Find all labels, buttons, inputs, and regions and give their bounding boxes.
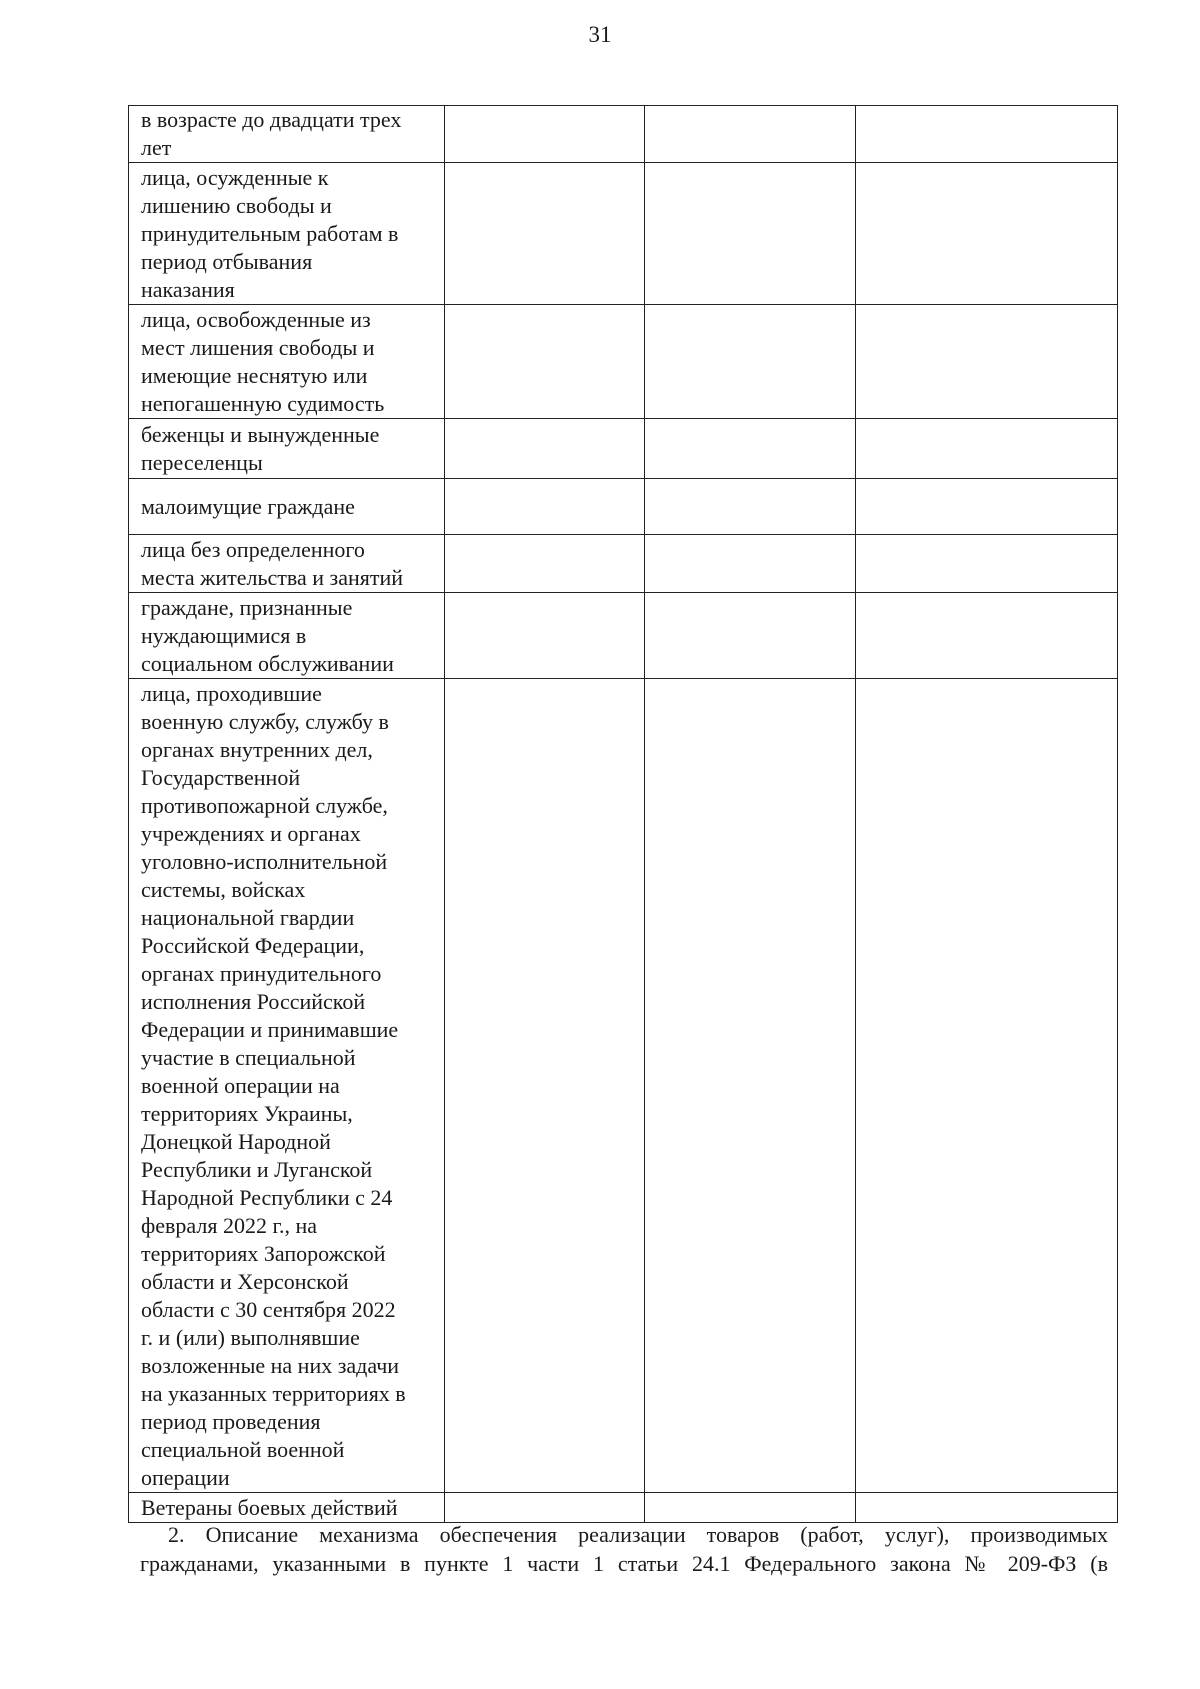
category-label: лица, осужденные к лишению свободы и принудительным работам в период отбывания наказания xyxy=(141,164,399,302)
value-cell xyxy=(445,479,645,535)
value-cell xyxy=(445,106,645,163)
table-row xyxy=(129,679,1118,1493)
category-cell xyxy=(129,479,445,535)
value-cell xyxy=(445,305,645,419)
category-cell xyxy=(129,163,445,305)
category-label: в возрасте до двадцати трех лет xyxy=(141,107,402,160)
category-label: малоимущие граждане xyxy=(141,493,355,519)
value-cell xyxy=(856,1493,1118,1523)
table-row xyxy=(129,305,1118,419)
table-row xyxy=(129,163,1118,305)
category-cell xyxy=(129,1493,445,1523)
category-cell xyxy=(129,679,445,1493)
category-label: беженцы и вынужденные переселенцы xyxy=(141,421,380,475)
category-cell xyxy=(129,535,445,593)
value-cell xyxy=(856,679,1118,1493)
value-cell xyxy=(645,593,856,679)
category-cell xyxy=(129,305,445,419)
paragraph-line: 2. Описание механизма обеспечения реализации товаров (работ, услуг), производимых xyxy=(168,1522,1108,1547)
category-label: Ветераны боевых действий xyxy=(141,1494,398,1520)
value-cell xyxy=(645,535,856,593)
body-paragraph xyxy=(140,1520,1108,1578)
category-label: граждане, признанные нуждающимися в социальном обслуживании xyxy=(141,594,394,676)
value-cell xyxy=(645,106,856,163)
value-cell xyxy=(856,535,1118,593)
value-cell xyxy=(445,163,645,305)
value-cell xyxy=(445,679,645,1493)
value-cell xyxy=(445,593,645,679)
table-row xyxy=(129,1493,1118,1523)
value-cell xyxy=(445,1493,645,1523)
category-table xyxy=(128,105,1118,1523)
category-cell xyxy=(129,593,445,679)
table-row xyxy=(129,479,1118,535)
value-cell xyxy=(856,419,1118,479)
table-row xyxy=(129,419,1118,479)
table-row xyxy=(129,535,1118,593)
value-cell xyxy=(645,305,856,419)
page-number: 31 xyxy=(588,22,612,47)
value-cell xyxy=(445,419,645,479)
value-cell xyxy=(645,419,856,479)
value-cell xyxy=(856,106,1118,163)
category-cell xyxy=(129,419,445,479)
category-label: лица, освобожденные из мест лишения свободы и имеющие неснятую или непогашенную судимость xyxy=(141,306,385,416)
value-cell xyxy=(856,593,1118,679)
value-cell xyxy=(856,305,1118,419)
category-label: лица без определенного места жительства и занятий xyxy=(141,536,404,590)
category-cell xyxy=(129,106,445,163)
value-cell xyxy=(645,1493,856,1523)
value-cell xyxy=(645,163,856,305)
paragraph-line: гражданами, указанными в пункте 1 части 1 статьи 24.1 Федерального закона № 209-ФЗ (в xyxy=(140,1551,1108,1576)
value-cell xyxy=(445,535,645,593)
value-cell xyxy=(645,679,856,1493)
value-cell xyxy=(856,479,1118,535)
table-row xyxy=(129,106,1118,163)
table-row xyxy=(129,593,1118,679)
value-cell xyxy=(645,479,856,535)
value-cell xyxy=(856,163,1118,305)
category-label: лица, проходившие военную службу, службу в органах внутренних дел, Государственной противопожарной службе, учреждениях и органах уголовно-исполнительной системы, войсках национальной гвардии Российской Федерации, органах принудительного исполнения Российской Федерации и принимавшие участие в специальной военной операции на территориях Украины, Донецкой Народной Республики и Луганской Народной Республики с 24 февраля 2022 г., на территориях Запорожской области и Херсонской области с 30 сентября 2022 г. и (или) выполнявшие возложенные на них задачи на указанных территориях в период проведения специальной военной операции xyxy=(141,680,406,1490)
